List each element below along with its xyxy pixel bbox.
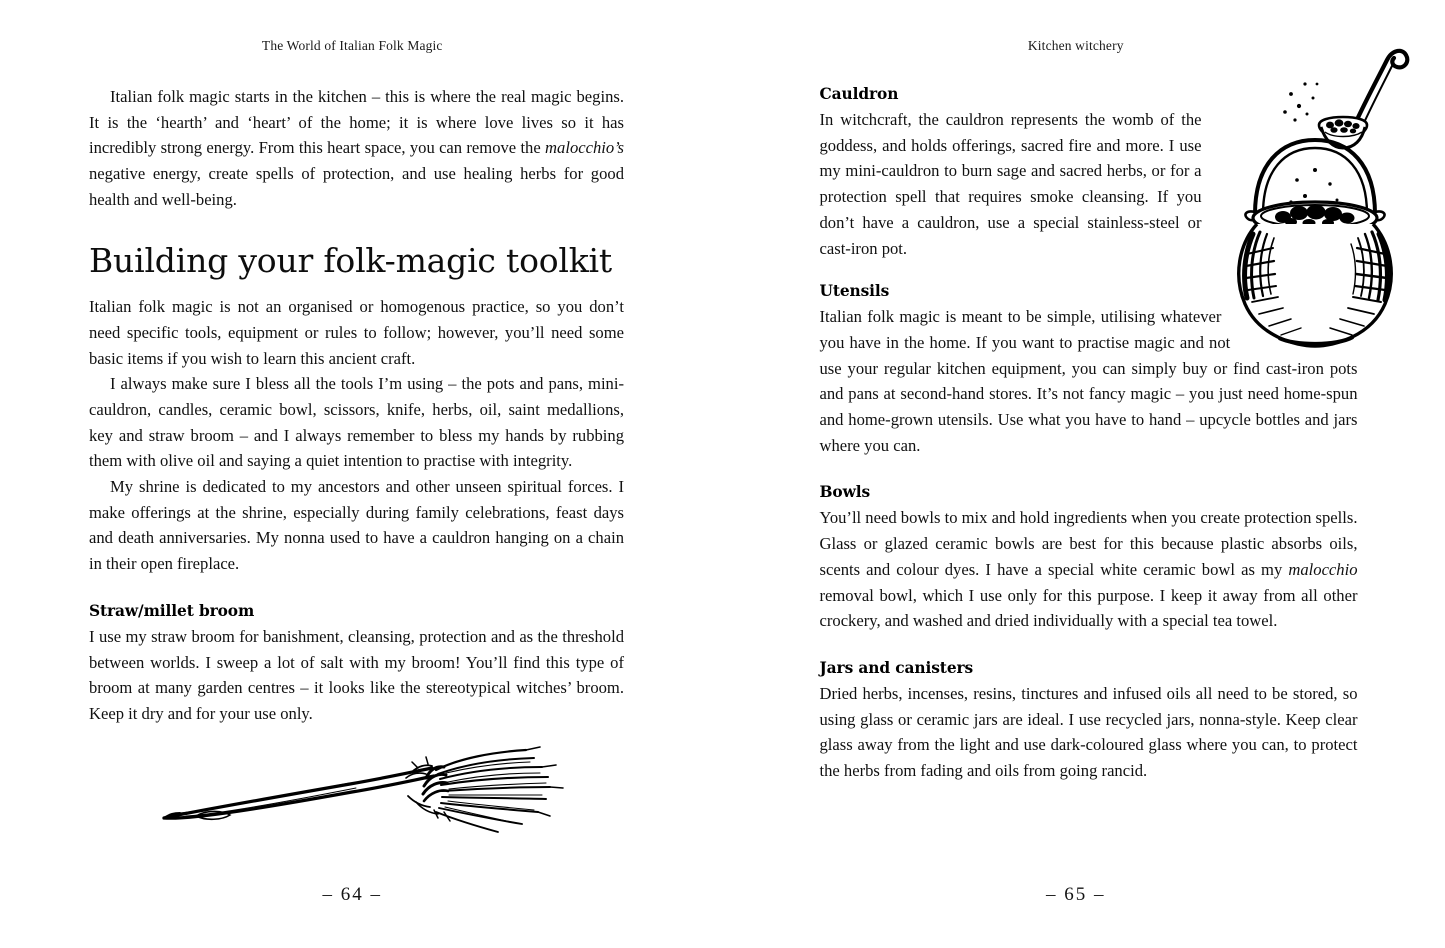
paragraph-bowls bbox=[820, 505, 1358, 634]
paragraph-utensils: Italian folk magic is meant to be simple, utilising whatever you have in the home. If you want to practise magic and not use your regular kitchen equipment, you can simply buy or find cast-iron pots and pans at second-hand stores. It’s not fancy magic – you just need home-spun and home-grown utensils. Use what you have to hand – upcycle bottles and jars where you can. bbox=[819, 307, 1358, 455]
paragraph-straw-millet-broom: I use my straw broom for banishment, cleansing, protection and as the threshold between worlds. I sweep a lot of salt with my broom! You’ll find this type of broom at many garden centres – it looks like the stereotypical witches’ broom. Keep it dry and for your use only. bbox=[89, 626, 624, 723]
page-title: Building your folk-magic toolkit bbox=[89, 240, 612, 280]
section-spacer-2 bbox=[820, 458, 1358, 482]
paragraph-toolkit-1: Italian folk magic is not an organised or homogenous practice, so you don’t need specific tools, equipment or rules to follow; however, you’ll need some basic items if you wish to learn this ancient craft. bbox=[89, 297, 624, 368]
paragraph-opening bbox=[89, 84, 624, 213]
page-number-right: – 65 – bbox=[1046, 884, 1106, 905]
cauldron-icon bbox=[1239, 140, 1391, 346]
left-page-text-column bbox=[89, 84, 624, 727]
paragraph-toolkit-2: I always make sure I bless all the tools I’m using – the pots and pans, mini-cauldron, candles, ceramic bowl, scissors, knife, herbs, oil, saint medallions, key and straw broom – and I always remember to bless my hands by rubbing them with olive oil and saying a quiet intention to practise with integrity. bbox=[89, 374, 624, 471]
paragraph-jars-and-canisters: Dried herbs, incenses, resins, tinctures and infused oils all need to be stored, so using glass or ceramic jars are ideal. I use recycled jars, nonna-style. Keep clear glass away from the light and use dark-coloured glass where you can, to protect the herbs from fading and oils from going rancid. bbox=[819, 683, 1358, 781]
paragraph-opening-tail: negative energy, create spells of protection, and use healing herbs for good health and well-being. bbox=[89, 164, 624, 209]
cauldron-and-ladle-illustration bbox=[1233, 28, 1423, 348]
subhead-cauldron: Cauldron bbox=[819, 85, 899, 103]
page-number-left: – 64 – bbox=[322, 884, 382, 905]
paragraph-bowls-part2: removal bowl, which I use only for this purpose. I keep it away from all other crockery, and washed and dried individually with a special tea towel. bbox=[819, 585, 1358, 631]
section-spacer-3 bbox=[820, 634, 1358, 658]
paragraph-bowls-part1: You’ll need bowls to mix and hold ingredients when you create protection spells. Glass or glazed ceramic bowls are best for this because plastic absorbs oils, scents and colour dyes. I have a special white ceramic bowl as my bbox=[819, 508, 1358, 579]
running-head-right: Kitchen witchery bbox=[1027, 38, 1124, 53]
italic-term-malocchio: malocchio bbox=[1288, 559, 1358, 579]
subhead-utensils: Utensils bbox=[819, 282, 890, 301]
section-spacer bbox=[89, 577, 624, 601]
subhead-jars-and-canisters: Jars and canisters bbox=[819, 658, 974, 677]
straw-broom-illustration bbox=[150, 740, 570, 850]
paragraph-opening-text: Italian folk magic starts in the kitchen – this is where the real magic begins. It is the ‘hearth’ and ‘heart’ of the home; it is where love lives so it has incredibly strong energy. From this heart space, you can remove the bbox=[89, 87, 624, 158]
right-page bbox=[723, 0, 1445, 948]
ladle-icon bbox=[1319, 51, 1407, 148]
subhead-straw-millet-broom: Straw/millet broom bbox=[89, 601, 255, 620]
italic-term-malocchios: malocchio’s bbox=[545, 138, 625, 158]
paragraph-toolkit-3: My shrine is dedicated to my ancestors and other unseen spiritual forces. I make offerings at the shrine, especially during family celebrations, feast days and death anniversaries. My nonna used to have a cauldron hanging on a chain in their open fireplace. bbox=[89, 477, 624, 574]
running-head-left: The World of Italian Folk Magic bbox=[261, 38, 443, 53]
falling-herb-specks bbox=[1283, 82, 1318, 121]
paragraph-cauldron: In witchcraft, the cauldron represents the womb of the goddess, and holds offerings, sacred fire and more. I use my mini-cauldron to burn sage and sacred herbs, or for a protection spell that requires smoke cleansing. If you don’t have a cauldron, use a special stainless-steel or cast-iron pot. bbox=[819, 110, 1202, 258]
subhead-bowls: Bowls bbox=[819, 483, 871, 502]
